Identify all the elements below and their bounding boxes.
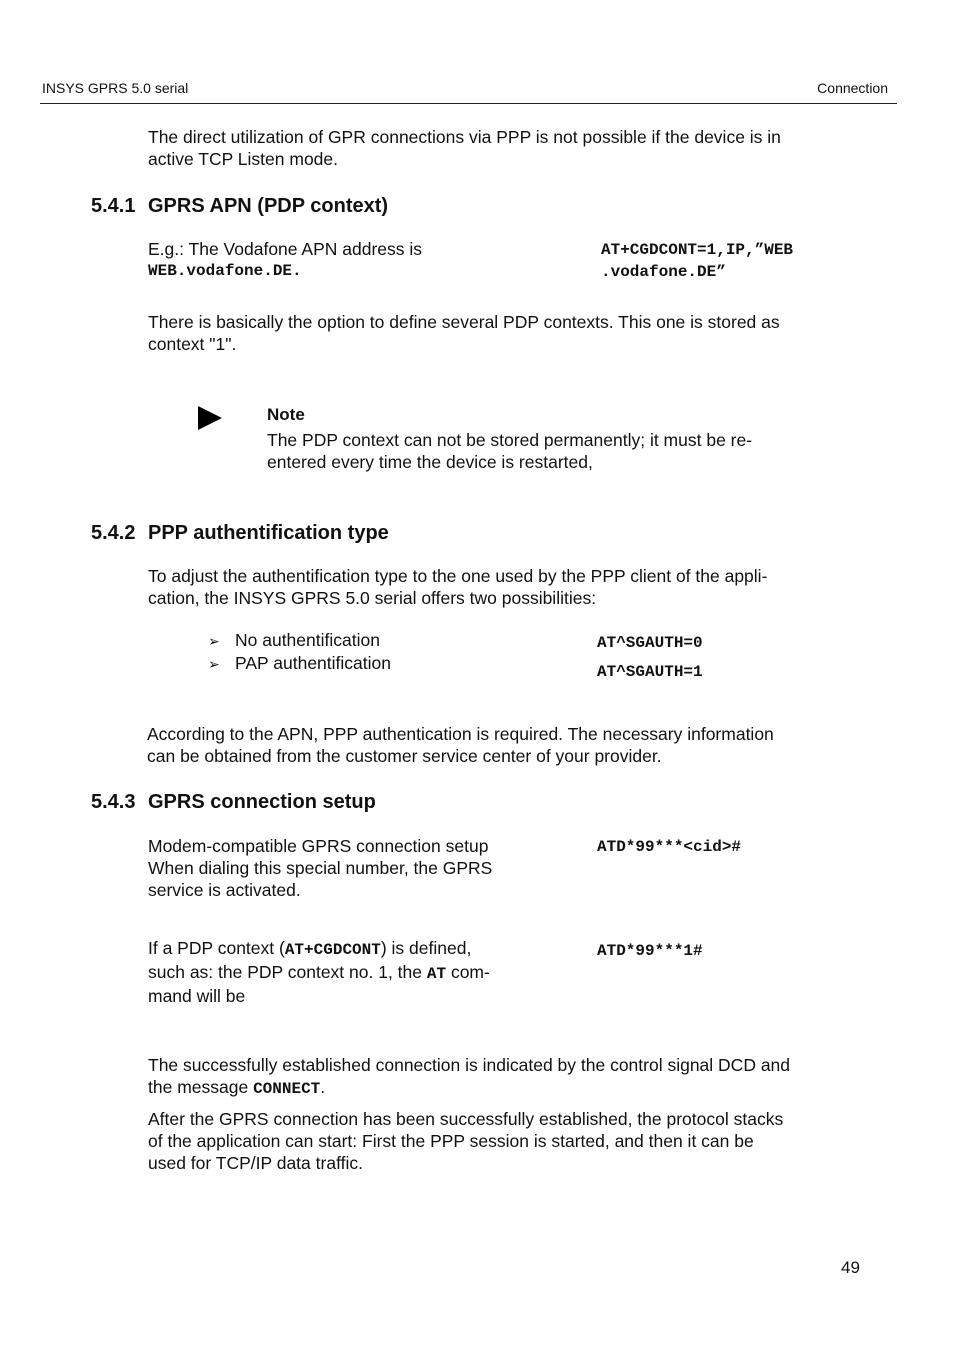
intro-paragraph	[148, 126, 781, 170]
apn-command-line-2: .vodafone.DE”	[601, 263, 726, 281]
protocol-line-3: used for TCP/IP data traffic.	[148, 1153, 363, 1173]
bullet-arrow-icon: ➢	[208, 656, 220, 672]
header-left: INSYS GPRS 5.0 serial	[42, 80, 189, 96]
auth-info-line-1: According to the APN, PPP authentication is required. The necessary information	[147, 724, 774, 744]
note-line-1: The PDP context can not be stored permanently; it must be re-	[267, 430, 753, 450]
inline-code: CONNECT	[253, 1080, 321, 1098]
modem-setup-line-2: When dialing this special number, the GPRS	[148, 858, 493, 878]
pdp-context-line-2: context "1".	[148, 334, 237, 354]
text-fragment: such as: the PDP context no. 1, the	[148, 962, 427, 982]
section-title: GPRS APN (PDP context)	[148, 195, 389, 217]
auth-command-none: AT^SGAUTH=0	[597, 634, 703, 652]
auth-option-label: No authentification	[235, 630, 380, 650]
section-title: GPRS connection setup	[148, 791, 376, 813]
text-fragment: the message	[148, 1077, 254, 1097]
pdp-dial-paragraph	[148, 937, 490, 1007]
intro-line-1: The direct utilization of GPR connections via PPP is not possible if the device is in	[148, 127, 781, 147]
list-item	[208, 652, 391, 675]
text-fragment: .	[320, 1077, 326, 1097]
pdp-dial-line-3: mand will be	[148, 986, 246, 1006]
auth-info-line-2: can be obtained from the customer service center of your provider.	[147, 746, 662, 766]
page-number: 49	[841, 1258, 860, 1277]
section-heading-5-4-2	[91, 522, 389, 545]
section-number: 5.4.2	[91, 522, 136, 544]
text-fragment: If a PDP context (	[148, 938, 285, 958]
connect-line-2	[148, 1076, 790, 1100]
dial-command-context-1: ATD*99***1#	[597, 942, 703, 960]
auth-command-pap: AT^SGAUTH=1	[597, 663, 703, 681]
auth-intro-line-2: cation, the INSYS GPRS 5.0 serial offers two possibilities:	[148, 588, 597, 608]
list-item	[208, 629, 391, 652]
pdp-dial-line-2	[148, 961, 490, 985]
dial-command-generic: ATD*99***<cid>#	[597, 838, 742, 856]
note-block	[267, 405, 752, 473]
section-heading-5-4-1	[91, 195, 388, 218]
auth-options-list	[208, 629, 391, 675]
inline-code: AT+CGDCONT	[284, 941, 381, 959]
auth-option-label: PAP authentification	[235, 653, 391, 673]
text-fragment: com-	[446, 962, 490, 982]
section-heading-5-4-3	[91, 791, 376, 814]
auth-intro-paragraph	[148, 565, 767, 609]
apn-command-line-1: AT+CGDCONT=1,IP,”WEB	[601, 241, 794, 259]
note-line-2: entered every time the device is restarted,	[267, 452, 593, 472]
modem-setup-paragraph	[148, 835, 492, 901]
intro-line-2: active TCP Listen mode.	[148, 149, 339, 169]
protocol-line-2: of the application can start: First the PPP session is started, and then it can be	[148, 1131, 754, 1151]
pdp-dial-line-1	[148, 937, 490, 961]
note-title: Note	[267, 405, 305, 424]
protocol-stack-paragraph	[148, 1108, 783, 1174]
protocol-line-1: After the GPRS connection has been successfully established, the protocol stacks	[148, 1109, 784, 1129]
connect-paragraph	[148, 1054, 790, 1100]
section-number: 5.4.1	[91, 195, 136, 217]
bullet-arrow-icon: ➢	[208, 633, 220, 649]
section-title: PPP authentification type	[148, 522, 389, 544]
connect-line-1: The successfully established connection is indicated by the control signal DCD and	[148, 1055, 791, 1075]
modem-setup-line-1: Modem-compatible GPRS connection setup	[148, 836, 489, 856]
apn-example	[148, 238, 422, 282]
inline-code: AT	[426, 965, 447, 983]
arrow-right-icon	[197, 405, 223, 431]
modem-setup-line-3: service is activated.	[148, 880, 301, 900]
text-fragment: ) is defined,	[380, 938, 472, 958]
header-right: Connection	[817, 80, 888, 96]
pdp-context-paragraph	[148, 311, 780, 355]
apn-example-address: WEB.vodafone.DE.	[148, 262, 302, 280]
apn-command	[601, 239, 793, 283]
apn-example-line-1: E.g.: The Vodafone APN address is	[148, 239, 423, 259]
section-number: 5.4.3	[91, 791, 136, 813]
pdp-context-line-1: There is basically the option to define several PDP contexts. This one is stored as	[148, 312, 780, 332]
header-rule	[40, 103, 897, 104]
auth-info-paragraph	[147, 723, 774, 767]
auth-intro-line-1: To adjust the authentification type to the one used by the PPP client of the appli-	[148, 566, 768, 586]
